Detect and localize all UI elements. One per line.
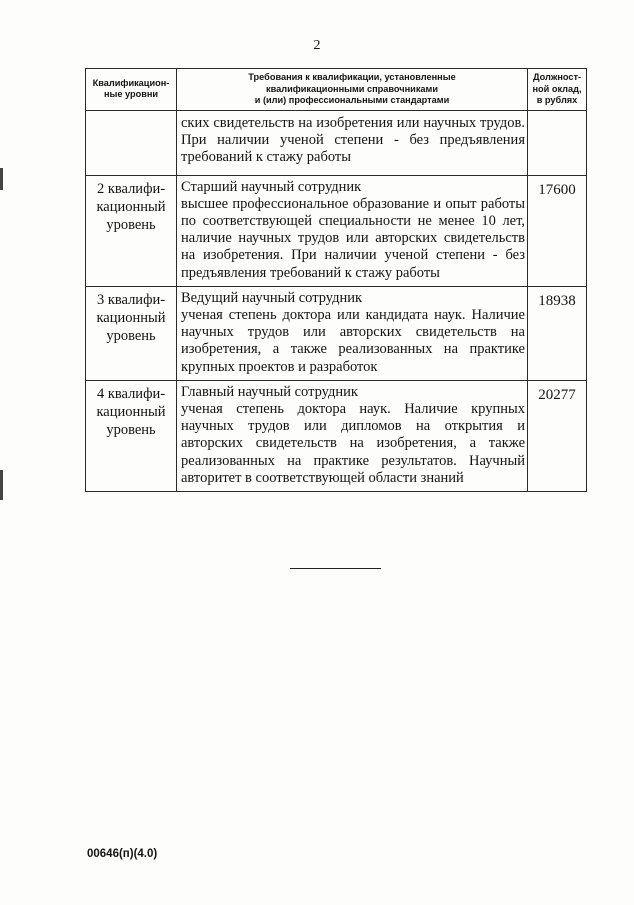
salary-cell bbox=[528, 110, 587, 175]
position-title: Старший научный сотрудник bbox=[181, 178, 362, 195]
table-row bbox=[86, 175, 587, 286]
table-row bbox=[86, 286, 587, 380]
scan-edge-mark bbox=[0, 168, 3, 190]
position-title: Главный научный сотрудник bbox=[181, 383, 358, 400]
table-row bbox=[86, 380, 587, 491]
position-title: Ведущий научный сотрудник bbox=[181, 289, 363, 306]
level-cell: 2 квалифи- кационный уровень bbox=[86, 175, 177, 286]
document-code: 00646(п)(4.0) bbox=[87, 848, 158, 860]
level-cell: 4 квалифи- кационный уровень bbox=[86, 380, 177, 491]
scan-edge-mark bbox=[0, 470, 3, 500]
requirements-cell bbox=[177, 380, 528, 491]
requirements-cell bbox=[177, 175, 528, 286]
header-levels: Квалификацион- ные уровни bbox=[86, 69, 177, 111]
requirements-text: высшее профессиональное образование и опыт работы по соответствующей специальности не менее 10 лет, наличие научных трудов или авторских свидетельств на изобретения. При наличии ученой степени - без предъявления требований к стажу работы bbox=[181, 195, 525, 281]
level-cell: 3 квалифи- кационный уровень bbox=[86, 286, 177, 380]
requirements-cell bbox=[177, 110, 528, 175]
salary-cell: 20277 bbox=[528, 380, 587, 491]
header-salary: Должност- ной оклад, в рублях bbox=[528, 69, 587, 111]
salary-cell: 17600 bbox=[528, 175, 587, 286]
level-cell bbox=[86, 110, 177, 175]
salary-cell: 18938 bbox=[528, 286, 587, 380]
table-header-row bbox=[86, 69, 587, 111]
table-row-continuation bbox=[86, 110, 587, 175]
requirements-text: ученая степень доктора или кандидата наук. Наличие научных трудов или авторских свидетельств на изобретения, а также реализованных на практике крупных проектов и разработок bbox=[181, 306, 525, 375]
requirements-text: ученая степень доктора наук. Наличие крупных научных трудов или дипломов на открытия и авторских свидетельств на изобретения, а также реализованных на практике результатов. Научный авторитет в соответствующей области знаний bbox=[181, 400, 525, 486]
end-separator-line bbox=[290, 568, 381, 569]
requirements-cell bbox=[177, 286, 528, 380]
header-requirements: Требования к квалификации, установленные квалификационными справочниками и (или) профессиональными стандартами bbox=[177, 69, 528, 111]
requirements-text: ских свидетельств на изобретения или научных трудов. При наличии ученой степени - без предъявления требований к стажу работы bbox=[181, 114, 525, 165]
qualification-table bbox=[85, 68, 587, 492]
page-number: 2 bbox=[313, 38, 321, 53]
